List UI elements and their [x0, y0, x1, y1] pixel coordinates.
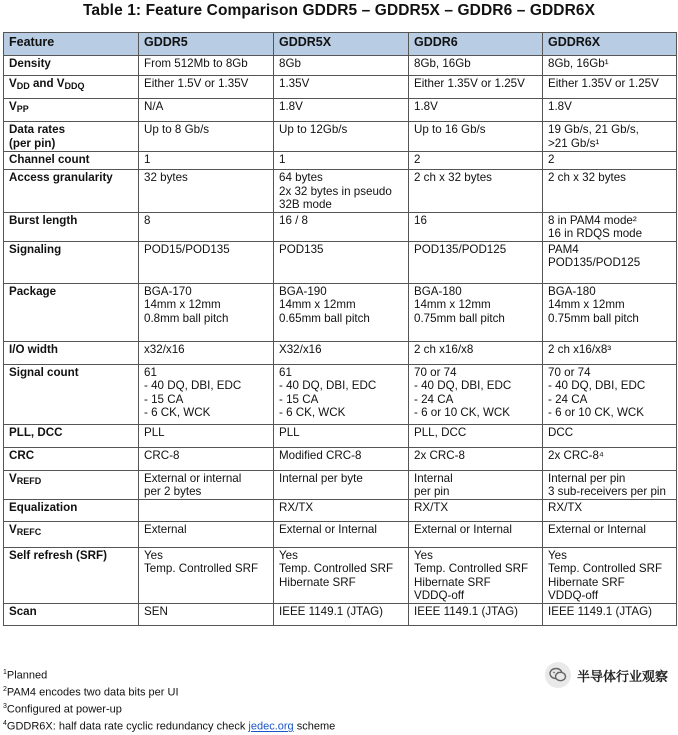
table-row [4, 341, 677, 364]
cell-text: IEEE 1149.1 (JTAG) [279, 604, 383, 618]
footnote-2 [3, 683, 335, 700]
cell-gddr5x [274, 499, 409, 521]
cell-text: 14mm x 12mm [279, 298, 356, 311]
cell-gddr6x [543, 547, 677, 603]
feature-cell [4, 547, 139, 603]
table-row [4, 364, 677, 424]
cell-gddr6 [409, 603, 543, 625]
cell-text: 14mm x 12mm [414, 298, 491, 311]
cell-text: Hibernate SRF [279, 575, 356, 589]
header-feature: Feature [4, 33, 139, 56]
cell-gddr6 [409, 547, 543, 603]
cell-text: 2 ch x16/x8 [414, 342, 474, 356]
cell-text: RX/TX [414, 500, 449, 514]
table-header-row [4, 33, 677, 56]
feature-label: Data rates [9, 123, 66, 136]
feature-cell [4, 603, 139, 625]
feature-label: VPP [9, 100, 29, 114]
cell-text: - 24 CA [548, 392, 588, 406]
cell-gddr6 [409, 170, 543, 213]
feature-label: Equalization [9, 500, 78, 514]
cell-gddr6x [543, 152, 677, 170]
cell-text: 70 or 74 [548, 365, 591, 379]
footnote-mark: 4 [3, 720, 7, 728]
cell-gddr5 [139, 212, 274, 241]
table-row [4, 99, 677, 122]
cell-text: 32 bytes [144, 171, 188, 184]
feature-label: VDD and VDDQ [9, 77, 85, 91]
footnote-text: Planned [6, 669, 48, 682]
footnotes [3, 666, 335, 735]
feature-label: Scan [9, 604, 37, 618]
table-row [4, 603, 677, 625]
feature-label: (per pin) [9, 136, 56, 150]
cell-gddr5 [139, 283, 274, 341]
feature-label: VREFD [9, 471, 42, 486]
table-row [4, 447, 677, 470]
jedec-link[interactable]: jedec.org [248, 721, 294, 734]
cell-text: VDDQ-off [548, 589, 599, 602]
feature-cell [4, 241, 139, 283]
cell-gddr5 [139, 241, 274, 283]
cell-text: 61 [144, 365, 157, 379]
cell-gddr5x [274, 122, 409, 152]
cell-text: Hibernate SRF [548, 575, 625, 589]
cell-gddr5x [274, 521, 409, 547]
cell-gddr6x [543, 447, 677, 470]
feature-cell [4, 122, 139, 152]
cell-text: External or Internal [414, 522, 512, 536]
cell-text: 0.8mm ball pitch [144, 311, 229, 325]
cell-text: From 512Mb to 8Gb [144, 57, 248, 70]
cell-gddr6x [543, 521, 677, 547]
cell-gddr5x [274, 447, 409, 470]
feature-label: I/O width [9, 342, 58, 356]
cell-text: PLL [279, 425, 300, 439]
cell-text: - 6 or 10 CK, WCK [548, 406, 644, 419]
feature-label: Burst length [9, 213, 78, 227]
cell-text: IEEE 1149.1 (JTAG) [548, 604, 652, 618]
feature-cell [4, 341, 139, 364]
cell-gddr6 [409, 241, 543, 283]
header-gddr5: GDDR5 [139, 33, 274, 56]
cell-text: Yes [414, 548, 433, 562]
cell-text: N/A [144, 100, 164, 113]
cell-text: BGA-180 [548, 284, 596, 298]
table-row [4, 499, 677, 521]
footnote-text: Configured at power-up [6, 703, 122, 716]
cell-text: DCC [548, 425, 574, 439]
cell-gddr6 [409, 447, 543, 470]
cell-text: 2 [414, 153, 421, 166]
cell-text: Up to 8 Gb/s [144, 123, 210, 136]
table-title: Table 1: Feature Comparison GDDR5 – GDDR5X – GDDR6 – GDDR6X [82, 2, 596, 19]
feature-cell [4, 424, 139, 447]
table-row [4, 122, 677, 152]
cell-text: Yes [548, 548, 567, 562]
cell-text: 1 [144, 153, 151, 166]
cell-gddr6 [409, 76, 543, 99]
cell-text: - 6 CK, WCK [144, 406, 211, 419]
cell-gddr6 [409, 341, 543, 364]
cell-gddr5 [139, 470, 274, 499]
cell-text: 3 sub-receivers per pin [548, 485, 666, 498]
feature-label: CRC [9, 448, 35, 462]
cell-text: - 24 CA [414, 392, 454, 406]
cell-text: 64 bytes [279, 171, 323, 184]
cell-gddr6x [543, 212, 677, 241]
cell-gddr5x [274, 283, 409, 341]
header-gddr5x: GDDR5X [274, 33, 409, 56]
cell-text: POD135 [279, 242, 324, 256]
cell-text: per pin [414, 485, 450, 498]
header-gddr6: GDDR6 [409, 33, 543, 56]
cell-gddr5x [274, 470, 409, 499]
cell-text: POD15/POD135 [144, 242, 230, 256]
feature-comparison-table [3, 32, 677, 626]
cell-gddr6 [409, 470, 543, 499]
cell-text: IEEE 1149.1 (JTAG) [414, 604, 518, 618]
cell-gddr6x [543, 341, 677, 364]
cell-gddr6x [543, 364, 677, 424]
cell-text: Temp. Controlled SRF [548, 562, 663, 575]
cell-gddr6x [543, 470, 677, 499]
table-row [4, 212, 677, 241]
cell-gddr6x [543, 76, 677, 99]
cell-gddr5x [274, 364, 409, 424]
cell-text: Internal [414, 471, 453, 485]
cell-text: Up to 16 Gb/s [414, 123, 486, 136]
cell-gddr5 [139, 447, 274, 470]
cell-gddr6 [409, 152, 543, 170]
footnote-text: scheme [293, 721, 336, 734]
cell-gddr5 [139, 521, 274, 547]
cell-gddr6 [409, 283, 543, 341]
table-row [4, 547, 677, 603]
feature-label: Self refresh (SRF) [9, 548, 107, 562]
feature-label: Channel count [9, 153, 90, 166]
cell-text: 1.8V [279, 100, 303, 113]
cell-text: - 40 DQ, DBI, EDC [144, 379, 242, 392]
table-row [4, 152, 677, 170]
footnote-3 [3, 700, 335, 717]
cell-gddr5 [139, 499, 274, 521]
cell-text: VDDQ-off [414, 589, 465, 602]
cell-gddr5x [274, 212, 409, 241]
cell-text: BGA-180 [414, 284, 462, 298]
cell-text: Modified CRC-8 [279, 448, 362, 462]
table-row [4, 76, 677, 99]
cell-gddr5x [274, 603, 409, 625]
cell-text: 2 ch x16/x8³ [548, 342, 612, 356]
cell-text: - 40 DQ, DBI, EDC [548, 379, 646, 392]
cell-text: 14mm x 12mm [144, 298, 221, 311]
cell-gddr5 [139, 364, 274, 424]
feature-cell [4, 170, 139, 213]
cell-text: 16 [414, 213, 427, 227]
feature-label: Signal count [9, 365, 79, 379]
table-row [4, 470, 677, 499]
cell-text: Up to 12Gb/s [279, 123, 348, 136]
footnote-mark: 3 [3, 703, 7, 711]
feature-cell [4, 152, 139, 170]
cell-text: POD135/POD125 [414, 242, 507, 256]
cell-text: 32B mode [279, 198, 332, 211]
cell-gddr6 [409, 521, 543, 547]
cell-text: Internal per byte [279, 471, 363, 485]
cell-gddr6x [543, 603, 677, 625]
cell-text: CRC-8 [144, 448, 180, 462]
cell-text: Either 1.5V or 1.35V [144, 77, 249, 90]
cell-text: - 40 DQ, DBI, EDC [414, 379, 512, 392]
cell-text: 1.8V [548, 100, 572, 113]
cell-text: 0.75mm ball pitch [548, 311, 639, 325]
cell-text: - 40 DQ, DBI, EDC [279, 379, 377, 392]
cell-gddr5 [139, 170, 274, 213]
footnote-text: PAM4 encodes two data bits per UI [6, 686, 179, 699]
cell-gddr6x [543, 122, 677, 152]
feature-label: Access granularity [9, 171, 113, 184]
cell-text: 8 in PAM4 mode² [548, 213, 637, 227]
cell-gddr5 [139, 152, 274, 170]
cell-text: 2 [548, 153, 555, 166]
cell-text: 8 [144, 213, 151, 227]
cell-gddr6x [543, 170, 677, 213]
cell-text: Hibernate SRF [414, 575, 491, 589]
cell-text: 8Gb, 16Gb¹ [548, 57, 609, 70]
cell-gddr6 [409, 99, 543, 122]
cell-text: PAM4 [548, 242, 579, 256]
table-body [4, 56, 677, 626]
cell-gddr6 [409, 212, 543, 241]
cell-text: 19 Gb/s, 21 Gb/s, [548, 123, 639, 136]
cell-text: X32/x16 [279, 342, 322, 356]
feature-cell [4, 56, 139, 76]
cell-gddr5 [139, 99, 274, 122]
cell-text: 8Gb [279, 57, 301, 70]
cell-text: 2 ch x 32 bytes [548, 171, 626, 184]
cell-text: >21 Gb/s¹ [548, 136, 600, 150]
cell-gddr6x [543, 56, 677, 76]
cell-text: per 2 bytes [144, 485, 202, 498]
cell-gddr6 [409, 56, 543, 76]
feature-cell [4, 499, 139, 521]
cell-text: Temp. Controlled SRF [279, 562, 394, 575]
cell-text: x32/x16 [144, 342, 185, 356]
cell-gddr5x [274, 99, 409, 122]
cell-gddr6x [543, 99, 677, 122]
cell-text: - 6 or 10 CK, WCK [414, 406, 510, 419]
cell-text: External or Internal [279, 522, 377, 536]
table-row [4, 170, 677, 213]
cell-text: Temp. Controlled SRF [414, 562, 529, 575]
cell-text: - 15 CA [144, 392, 184, 406]
cell-text: POD135/POD125 [548, 256, 641, 269]
cell-gddr6 [409, 424, 543, 447]
footnote-1 [3, 666, 335, 683]
table-row [4, 283, 677, 341]
cell-gddr5x [274, 152, 409, 170]
cell-text: External or internal [144, 471, 242, 485]
cell-text: PLL [144, 425, 165, 439]
cell-text: PLL, DCC [414, 425, 467, 439]
cell-text: Internal per pin [548, 471, 626, 485]
table-row [4, 424, 677, 447]
feature-label: Density [9, 57, 51, 70]
feature-label: Package [9, 284, 57, 298]
cell-gddr5x [274, 76, 409, 99]
cell-gddr6x [543, 283, 677, 341]
cell-text: 0.65mm ball pitch [279, 311, 370, 325]
cell-text: 2 ch x 32 bytes [414, 171, 492, 184]
cell-text: 14mm x 12mm [548, 298, 625, 311]
cell-gddr5 [139, 122, 274, 152]
feature-cell [4, 521, 139, 547]
cell-text: - 6 CK, WCK [279, 406, 346, 419]
table-row [4, 241, 677, 283]
cell-text: 2x CRC-8 [414, 448, 465, 462]
cell-gddr5 [139, 56, 274, 76]
feature-cell [4, 447, 139, 470]
feature-cell [4, 212, 139, 241]
header-gddr6x: GDDR6X [543, 33, 677, 56]
cell-gddr5x [274, 56, 409, 76]
table-row [4, 521, 677, 547]
cell-text: External or Internal [548, 522, 646, 536]
cell-gddr5 [139, 76, 274, 99]
cell-text: 16 in RDQS mode [548, 227, 643, 240]
cell-gddr6x [543, 499, 677, 521]
cell-text: External [144, 522, 187, 536]
cell-gddr5x [274, 547, 409, 603]
table-row [4, 56, 677, 76]
cell-text: 0.75mm ball pitch [414, 311, 505, 325]
cell-text: Either 1.35V or 1.25V [414, 77, 525, 90]
cell-gddr5 [139, 603, 274, 625]
feature-label: Signaling [9, 242, 62, 256]
footnote-mark: 2 [3, 686, 7, 694]
cell-text: 1.35V [279, 77, 310, 90]
cell-gddr5 [139, 547, 274, 603]
cell-text: 1.8V [414, 100, 438, 113]
cell-text: RX/TX [279, 500, 314, 514]
cell-text: 1 [279, 153, 286, 166]
feature-cell [4, 99, 139, 122]
feature-label: PLL, DCC [9, 425, 63, 439]
cell-gddr5x [274, 170, 409, 213]
cell-text: RX/TX [548, 500, 583, 514]
cell-text: - 15 CA [279, 392, 319, 406]
wechat-icon [545, 662, 571, 688]
feature-label: VREFC [9, 522, 42, 537]
cell-text: 2x CRC-8⁴ [548, 448, 604, 462]
cell-gddr5x [274, 341, 409, 364]
cell-gddr6 [409, 122, 543, 152]
cell-gddr6x [543, 241, 677, 283]
cell-gddr5x [274, 241, 409, 283]
cell-text: 16 / 8 [279, 213, 309, 227]
cell-text: Yes [144, 548, 163, 562]
cell-gddr5x [274, 424, 409, 447]
cell-gddr5 [139, 341, 274, 364]
cell-text: SEN [144, 604, 168, 618]
cell-text: BGA-170 [144, 284, 192, 298]
cell-text: Either 1.35V or 1.25V [548, 77, 659, 90]
watermark [545, 662, 668, 688]
cell-text: BGA-190 [279, 284, 327, 298]
feature-cell [4, 470, 139, 499]
cell-gddr6 [409, 364, 543, 424]
feature-cell [4, 283, 139, 341]
cell-gddr6x [543, 424, 677, 447]
feature-cell [4, 76, 139, 99]
cell-gddr6 [409, 499, 543, 521]
cell-text: 8Gb, 16Gb [414, 57, 471, 70]
feature-cell [4, 364, 139, 424]
cell-text: 2x 32 bytes in pseudo [279, 184, 392, 198]
cell-text: 70 or 74 [414, 365, 457, 379]
footnote-4 [3, 717, 335, 734]
footnote-mark: 1 [3, 669, 7, 676]
cell-gddr5 [139, 424, 274, 447]
cell-text: Yes [279, 548, 298, 562]
cell-text: 61 [279, 365, 292, 379]
footnote-text: GDDR6X: half data rate cyclic redundancy check [6, 721, 249, 734]
watermark-text: 半导体行业观察 [576, 668, 668, 684]
cell-text: Temp. Controlled SRF [144, 562, 259, 575]
